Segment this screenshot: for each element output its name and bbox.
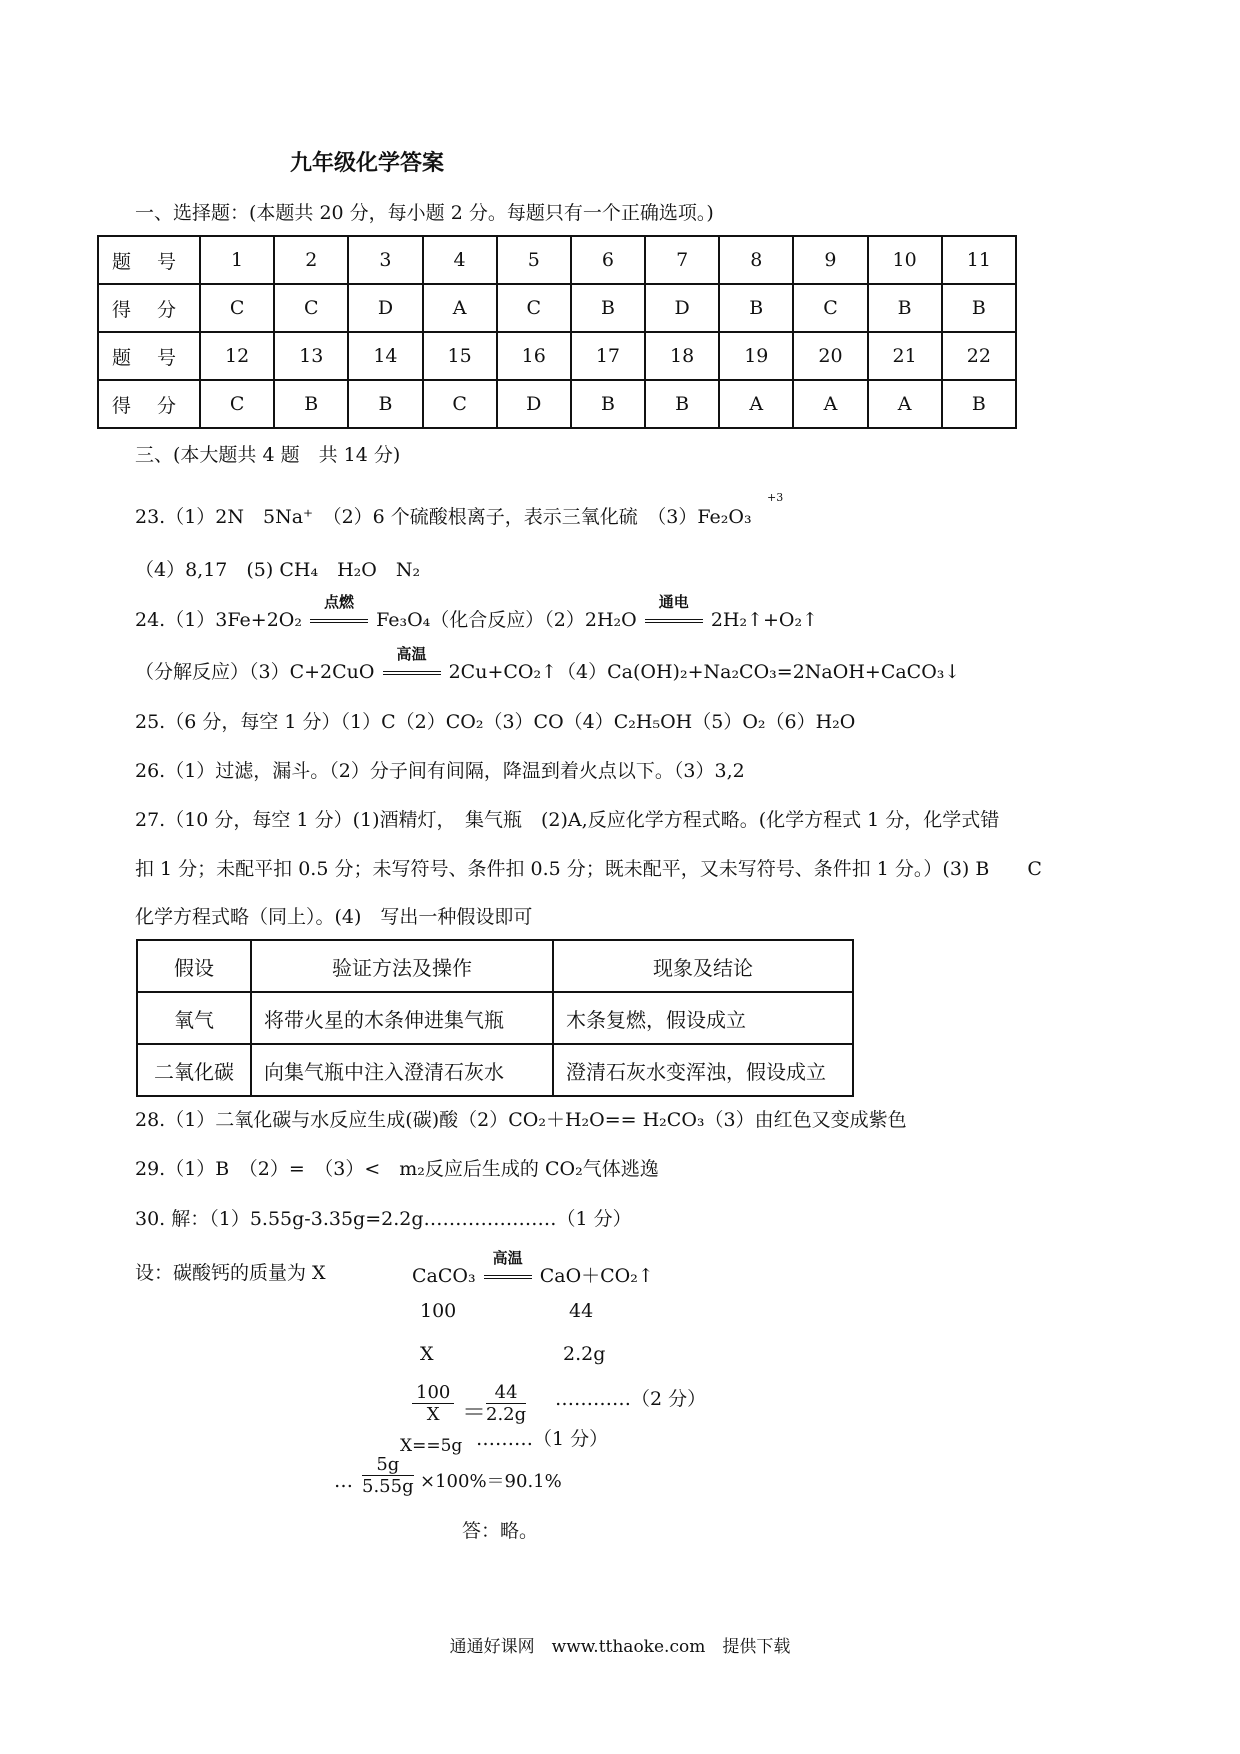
table-cell: 澄清石灰水变浑浊，假设成立 xyxy=(553,1044,853,1096)
table-cell: 21 xyxy=(868,332,942,380)
reaction-condition: 点燃 xyxy=(324,593,355,611)
table-cell: B xyxy=(942,380,1016,428)
table-cell: 7 xyxy=(645,236,719,284)
table-cell: 1 xyxy=(200,236,274,284)
table-cell: C xyxy=(274,284,348,332)
table-row xyxy=(98,236,1016,284)
reaction-arrow xyxy=(308,593,370,632)
score-1: ………（1 分） xyxy=(476,1428,609,1450)
table-cell: C xyxy=(423,380,497,428)
table-cell: B xyxy=(274,380,348,428)
section-choice-heading: 一、选择题：(本题共 20 分，每小题 2 分。每题只有一个正确选项。) xyxy=(135,202,714,224)
table-cell: 2 xyxy=(274,236,348,284)
percent-dots: … xyxy=(334,1470,353,1492)
table-cell: 木条复燃，假设成立 xyxy=(553,992,853,1044)
table-cell: 6 xyxy=(571,236,645,284)
answer-27-line1: 27.（10 分，每空 1 分）(1)酒精灯， 集气瓶 (2)A,反应化学方程式略。(化学方程式 1 分，化学式错 xyxy=(135,809,1000,831)
table-header-cell: 验证方法及操作 xyxy=(251,940,553,992)
table-cell: 二氧化碳 xyxy=(137,1044,251,1096)
table-cell: C xyxy=(793,284,867,332)
row-header: 得 分 xyxy=(98,284,200,332)
hypothesis-table xyxy=(136,939,854,1097)
row-header: 得 分 xyxy=(98,380,200,428)
reaction-arrow xyxy=(381,645,443,684)
eq-part: CaCO₃ xyxy=(412,1265,476,1287)
table-cell: B xyxy=(868,284,942,332)
table-cell: A xyxy=(793,380,867,428)
unknown-x: X xyxy=(420,1343,434,1365)
reaction-condition: 高温 xyxy=(492,1249,523,1267)
table-cell: 将带火星的木条伸进集气瓶 xyxy=(251,992,553,1044)
table-cell: B xyxy=(645,380,719,428)
fraction-numerator: 100 xyxy=(412,1382,454,1404)
eq-part: Fe₃O₄（化合反应）（2）2H₂O xyxy=(376,609,637,631)
score-2: …………（2 分） xyxy=(555,1388,707,1410)
fraction-denominator: 2.2g xyxy=(486,1404,527,1425)
table-cell: B xyxy=(571,380,645,428)
answer-table xyxy=(97,235,1017,429)
table-cell: 12 xyxy=(200,332,274,380)
fraction-numerator: 44 xyxy=(486,1382,526,1404)
table-row xyxy=(98,332,1016,380)
table-cell: C xyxy=(200,284,274,332)
table-cell: 18 xyxy=(645,332,719,380)
table-cell: 19 xyxy=(719,332,793,380)
table-cell: 11 xyxy=(942,236,1016,284)
table-cell: 氧气 xyxy=(137,992,251,1044)
eq-part: 2H₂↑+O₂↑ xyxy=(710,609,819,631)
table-header-cell: 假设 xyxy=(137,940,251,992)
table-cell: 9 xyxy=(793,236,867,284)
table-cell: 16 xyxy=(497,332,571,380)
answer-23-line2: （4）8,17 (5) CH₄ H₂O N₂ xyxy=(135,559,421,581)
answer-29: 29.（1）B （2）= （3）< m₂反应后生成的 CO₂气体逃逸 xyxy=(135,1158,659,1180)
table-cell: 20 xyxy=(793,332,867,380)
table-cell: A xyxy=(868,380,942,428)
table-cell: 向集气瓶中注入澄清石灰水 xyxy=(251,1044,553,1096)
table-cell: D xyxy=(497,380,571,428)
x-result: X==5g xyxy=(400,1436,463,1456)
table-cell: 5 xyxy=(497,236,571,284)
footer-source: 通通好课网 www.tthaoke.com 提供下载 xyxy=(449,1637,791,1657)
table-cell: D xyxy=(348,284,422,332)
row-header: 题 号 xyxy=(98,236,200,284)
fraction-numerator: 5g xyxy=(362,1454,414,1476)
molar-mass-caco3: 100 xyxy=(420,1300,457,1322)
reaction-condition: 高温 xyxy=(396,645,427,663)
table-cell: B xyxy=(719,284,793,332)
answer-30: 30. 解：（1）5.55g-3.35g=2.2g…………………（1 分） xyxy=(135,1208,632,1230)
eq-part: （分解反应）（3）C+2CuO xyxy=(135,661,375,683)
percent-result: ×100%＝90.1% xyxy=(420,1471,562,1492)
valence-mark: +3 xyxy=(767,491,784,504)
answer-25: 25.（6 分，每空 1 分）（1）C（2）CO₂（3）CO（4）C₂H₅OH（5）O₂（6）H₂O xyxy=(135,711,856,733)
answer-23-line1: 23.（1）2N 5Na⁺ （2）6 个硫酸根离子，表示三氧化硫 （3）Fe₂O₃ xyxy=(135,506,752,528)
fraction-44-2.2g xyxy=(486,1382,526,1425)
table-cell: 13 xyxy=(274,332,348,380)
table-cell: 14 xyxy=(348,332,422,380)
molar-mass-co2: 44 xyxy=(569,1300,594,1322)
calc-setup: 设：碳酸钙的质量为 X xyxy=(135,1262,326,1284)
eq-part: 2Cu+CO₂↑（4）Ca(OH)₂+Na₂CO₃=2NaOH+CaCO₃↓ xyxy=(448,661,961,683)
final-answer: 答：略。 xyxy=(462,1520,539,1542)
table-cell: B xyxy=(348,380,422,428)
mass-co2: 2.2g xyxy=(563,1343,606,1365)
table-cell: 15 xyxy=(423,332,497,380)
table-cell: D xyxy=(645,284,719,332)
row-header: 题 号 xyxy=(98,332,200,380)
fraction-denominator: 5.55g xyxy=(362,1476,414,1497)
table-cell: B xyxy=(571,284,645,332)
equals-sign: ＝ xyxy=(462,1398,486,1426)
table-cell: 17 xyxy=(571,332,645,380)
table-cell: C xyxy=(497,284,571,332)
answer-24-line1 xyxy=(135,593,819,632)
reaction-arrow xyxy=(643,593,705,632)
table-cell: C xyxy=(200,380,274,428)
answer-28: 28.（1）二氧化碳与水反应生成(碳)酸（2）CO₂＋H₂O== H₂CO₃（3）由红色又变成紫色 xyxy=(135,1109,907,1131)
answer-27-line2: 扣 1 分；未配平扣 0.5 分；未写符号、条件扣 0.5 分；既未配平，又未写符号、条件扣 1 分。）(3) B C xyxy=(135,858,1042,880)
table-cell: 10 xyxy=(868,236,942,284)
table-row xyxy=(137,1044,853,1096)
answer-24-line2 xyxy=(135,645,961,684)
table-cell: 22 xyxy=(942,332,1016,380)
table-cell: 3 xyxy=(348,236,422,284)
section-three-heading: 三、(本大题共 4 题 共 14 分) xyxy=(135,444,401,466)
reaction-arrow xyxy=(482,1249,534,1287)
eq-part: CaO＋CO₂↑ xyxy=(539,1265,654,1287)
table-cell: A xyxy=(719,380,793,428)
calc-equation xyxy=(412,1249,654,1288)
table-row xyxy=(137,940,853,992)
reaction-condition: 通电 xyxy=(658,593,689,611)
answer-26: 26.（1）过滤，漏斗。（2）分子间有间隔，降温到着火点以下。（3）3,2 xyxy=(135,760,745,782)
document-title: 九年级化学答案 xyxy=(290,150,445,176)
eq-part: 24.（1）3Fe+2O₂ xyxy=(135,609,302,631)
answer-27-line3: 化学方程式略（同上）。(4) 写出一种假设即可 xyxy=(135,906,533,928)
table-cell: A xyxy=(423,284,497,332)
table-cell: 4 xyxy=(423,236,497,284)
table-header-cell: 现象及结论 xyxy=(553,940,853,992)
table-row xyxy=(98,380,1016,428)
table-row xyxy=(137,992,853,1044)
table-cell: 8 xyxy=(719,236,793,284)
fraction-denominator: X xyxy=(426,1404,440,1425)
fraction-100-x xyxy=(412,1382,454,1425)
table-cell: B xyxy=(942,284,1016,332)
table-row xyxy=(98,284,1016,332)
fraction-5g-5.55g xyxy=(362,1454,414,1497)
